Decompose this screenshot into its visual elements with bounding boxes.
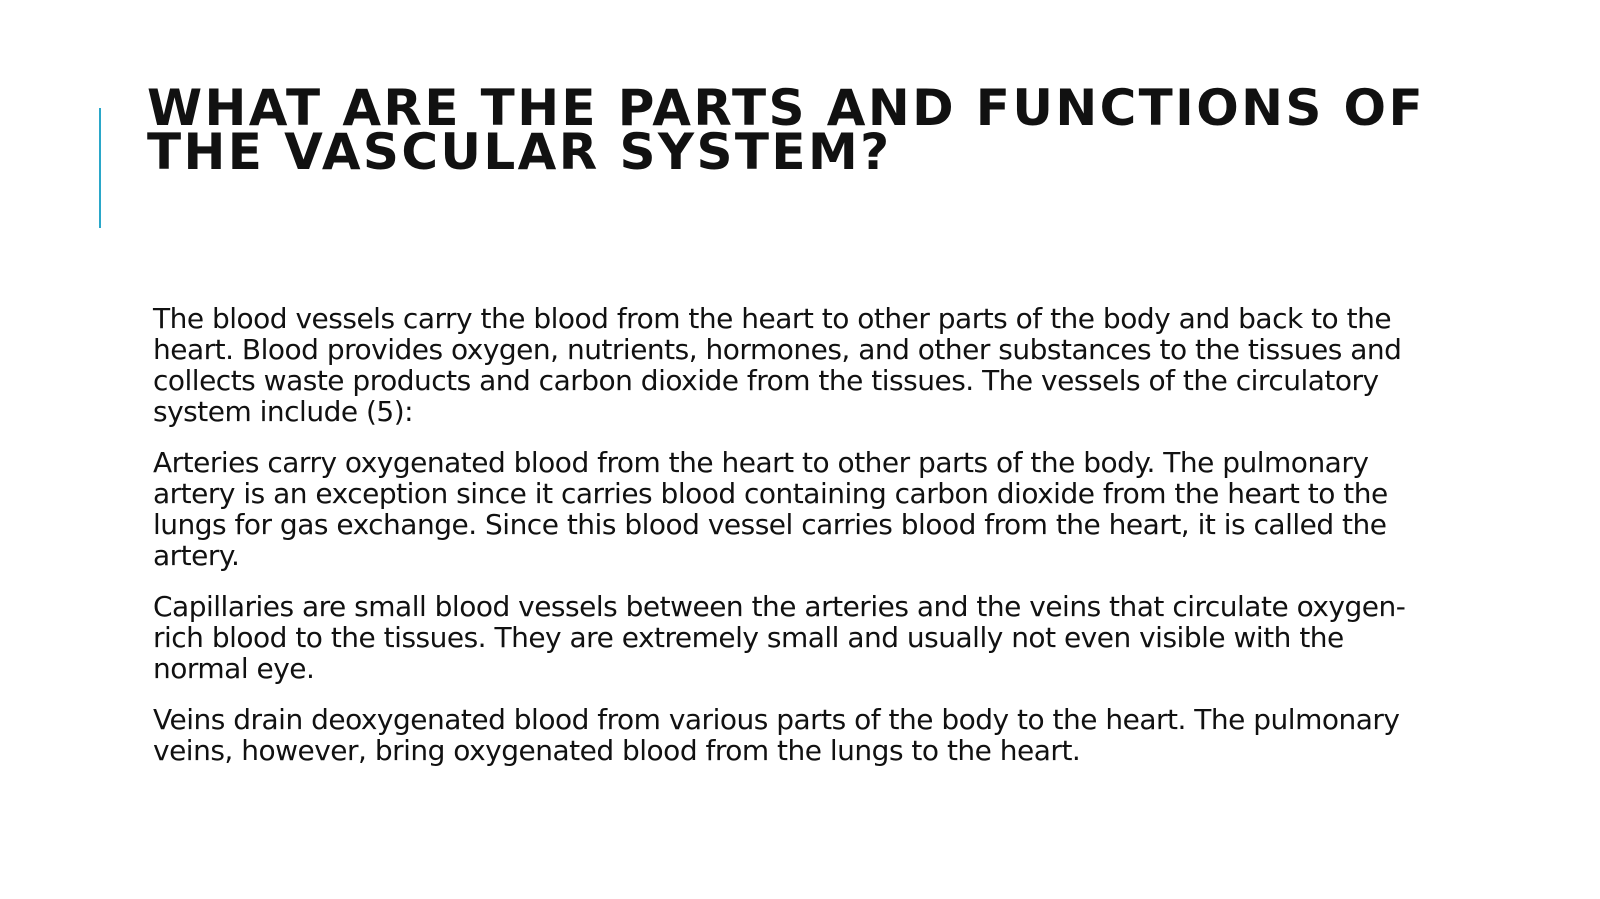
slide-title: WHAT ARE THE PARTS AND FUNCTIONS OF THE VASCULAR SYSTEM? xyxy=(147,79,1426,181)
paragraph-arteries: Arteries carry oxygenated blood from the heart to other parts of the body. The pulmonary artery is an exception since it carries blood containing carbon dioxide from the heart to the lungs for gas exchange. Since this blood vessel carries blood from the heart, it is called the artery. xyxy=(153,446,1388,572)
paragraph-intro: The blood vessels carry the blood from the heart to other parts of the body and back to the heart. Blood provides oxygen, nutrients, hormones, and other substances to the tissues and collects waste products and carbon dioxide from the tissues. The vessels of the circulatory system include (5): xyxy=(153,302,1402,428)
paragraph-veins: Veins drain deoxygenated blood from various parts of the body to the heart. The pulmonary veins, however, bring oxygenated blood from the lungs to the heart. xyxy=(153,703,1400,767)
paragraph-capillaries: Capillaries are small blood vessels between the arteries and the veins that circulate oxygen-rich blood to the tissues. They are extremely small and usually not even visible with the normal eye. xyxy=(153,590,1406,685)
slide-body xyxy=(153,303,1413,786)
title-accent-bar xyxy=(99,108,101,228)
